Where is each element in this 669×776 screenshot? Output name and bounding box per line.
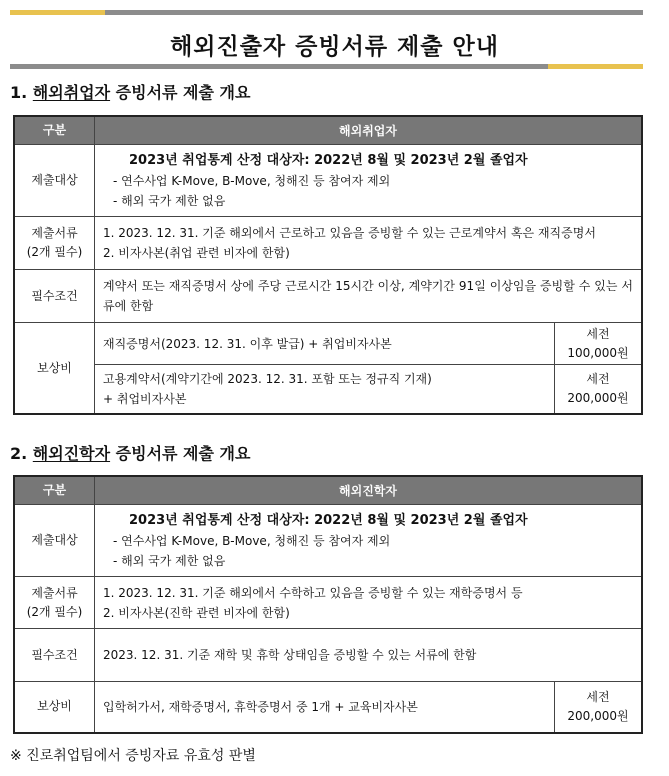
table-row	[14, 505, 642, 577]
section1-number: 1.	[10, 83, 28, 102]
title-top-accent	[10, 10, 105, 15]
section2-heading	[10, 441, 250, 464]
docs-line-1: 1. 2023. 12. 31. 기준 해외에서 수학하고 있음을 증빙할 수 있는 재학증명서 등	[103, 585, 523, 600]
fee-amount: 200,000원	[567, 391, 629, 405]
reward-option-2-line-2: + 취업비자사본	[103, 392, 187, 406]
section2-heading-rest: 증빙서류 제출 개요	[115, 444, 251, 463]
title-bottom-accent	[548, 64, 643, 69]
reward-option-1: 재직증명서(2023. 12. 31. 이후 발급) + 취업비자사본	[95, 323, 555, 365]
docs-label-sub: (2개 필수)	[26, 604, 83, 619]
docs-cell	[95, 577, 643, 629]
row-label-condition: 필수조건	[14, 270, 95, 323]
section1-heading-rest: 증빙서류 제출 개요	[115, 83, 251, 102]
condition-cell: 계약서 또는 재직증명서 상에 주당 근로시간 15시간 이상, 계약기간 91일 이상임을 증빙할 수 있는 서류에 한함	[95, 270, 643, 323]
table-row	[14, 682, 642, 733]
reward-option-2	[95, 365, 555, 415]
table-row	[14, 577, 642, 629]
row-label-target: 제출대상	[14, 145, 95, 217]
row-label-docs	[14, 217, 95, 270]
table-row	[14, 145, 642, 217]
docs-line-2: 2. 비자사본(진학 관련 비자에 한함)	[103, 605, 290, 620]
row-label-reward: 보상비	[14, 323, 95, 415]
docs-label: 제출서류	[31, 585, 78, 600]
row-label-target: 제출대상	[14, 505, 95, 577]
fee-pretax-label: 세전	[586, 689, 610, 704]
reward-fee-1	[555, 323, 643, 365]
target-cell	[95, 505, 643, 577]
section1-heading-underlined: 해외취업자	[32, 83, 111, 102]
fee-amount: 100,000원	[567, 345, 629, 360]
docs-line-1: 1. 2023. 12. 31. 기준 해외에서 근로하고 있음을 증빙할 수 있는 근로계약서 혹은 재직증명서	[103, 226, 596, 240]
reward-option-2-line-1: 고용계약서(계약기간에 2023. 12. 31. 포함 또는 정규직 기재)	[103, 372, 432, 386]
header-overseas-employee: 해외취업자	[95, 116, 643, 145]
docs-line-2: 2. 비자사본(취업 관련 비자에 한함)	[103, 246, 290, 260]
header-category: 구분	[14, 476, 95, 505]
table-row	[14, 323, 642, 365]
target-cell	[95, 145, 643, 217]
table-header-row	[14, 116, 642, 145]
section2-table	[13, 475, 643, 734]
section1-heading	[10, 80, 250, 103]
header-overseas-student: 해외진학자	[95, 476, 643, 505]
header-category: 구분	[14, 116, 95, 145]
table-row	[14, 217, 642, 270]
section2-number: 2.	[10, 444, 28, 463]
target-line-2: - 해외 국가 제한 없음	[113, 554, 226, 568]
table-row	[14, 629, 642, 682]
docs-label: 제출서류	[31, 226, 78, 240]
table-header-row	[14, 476, 642, 505]
target-bold-line: 2023년 취업통계 산정 대상자: 2022년 8월 및 2023년 2월 졸업자	[129, 513, 528, 528]
target-line-1: - 연수사업 K-Move, B-Move, 청해진 등 참여자 제외	[113, 534, 391, 548]
footnote: ※ 진로취업팀에서 증빙자료 유효성 판별	[10, 748, 256, 764]
reward-fee	[555, 682, 643, 733]
fee-amount: 200,000원	[567, 708, 629, 723]
page-title: 해외진출자 증빙서류 제출 안내	[170, 34, 499, 60]
fee-pretax-label: 세전	[586, 326, 610, 341]
docs-cell	[95, 217, 643, 270]
title-top-bar	[10, 10, 643, 15]
table-row	[14, 270, 642, 323]
section2-heading-underlined: 해외진학자	[32, 444, 111, 463]
reward-fee-2	[555, 365, 643, 415]
target-line-1: - 연수사업 K-Move, B-Move, 청해진 등 참여자 제외	[113, 174, 391, 188]
row-label-reward: 보상비	[14, 682, 95, 733]
docs-label-sub: (2개 필수)	[26, 245, 83, 259]
condition-cell: 2023. 12. 31. 기준 재학 및 휴학 상태임을 증빙할 수 있는 서류에 한함	[95, 629, 643, 682]
row-label-docs	[14, 577, 95, 629]
target-line-2: - 해외 국가 제한 없음	[113, 194, 226, 208]
table-row	[14, 365, 642, 415]
title-bottom-bar	[10, 64, 643, 69]
row-label-condition: 필수조건	[14, 629, 95, 682]
fee-pretax-label: 세전	[586, 372, 610, 386]
reward-option: 입학허가서, 재학증명서, 휴학증명서 중 1개 + 교육비자사본	[95, 682, 555, 733]
target-bold-line: 2023년 취업통계 산정 대상자: 2022년 8월 및 2023년 2월 졸업자	[129, 153, 528, 168]
section1-table	[13, 115, 643, 415]
